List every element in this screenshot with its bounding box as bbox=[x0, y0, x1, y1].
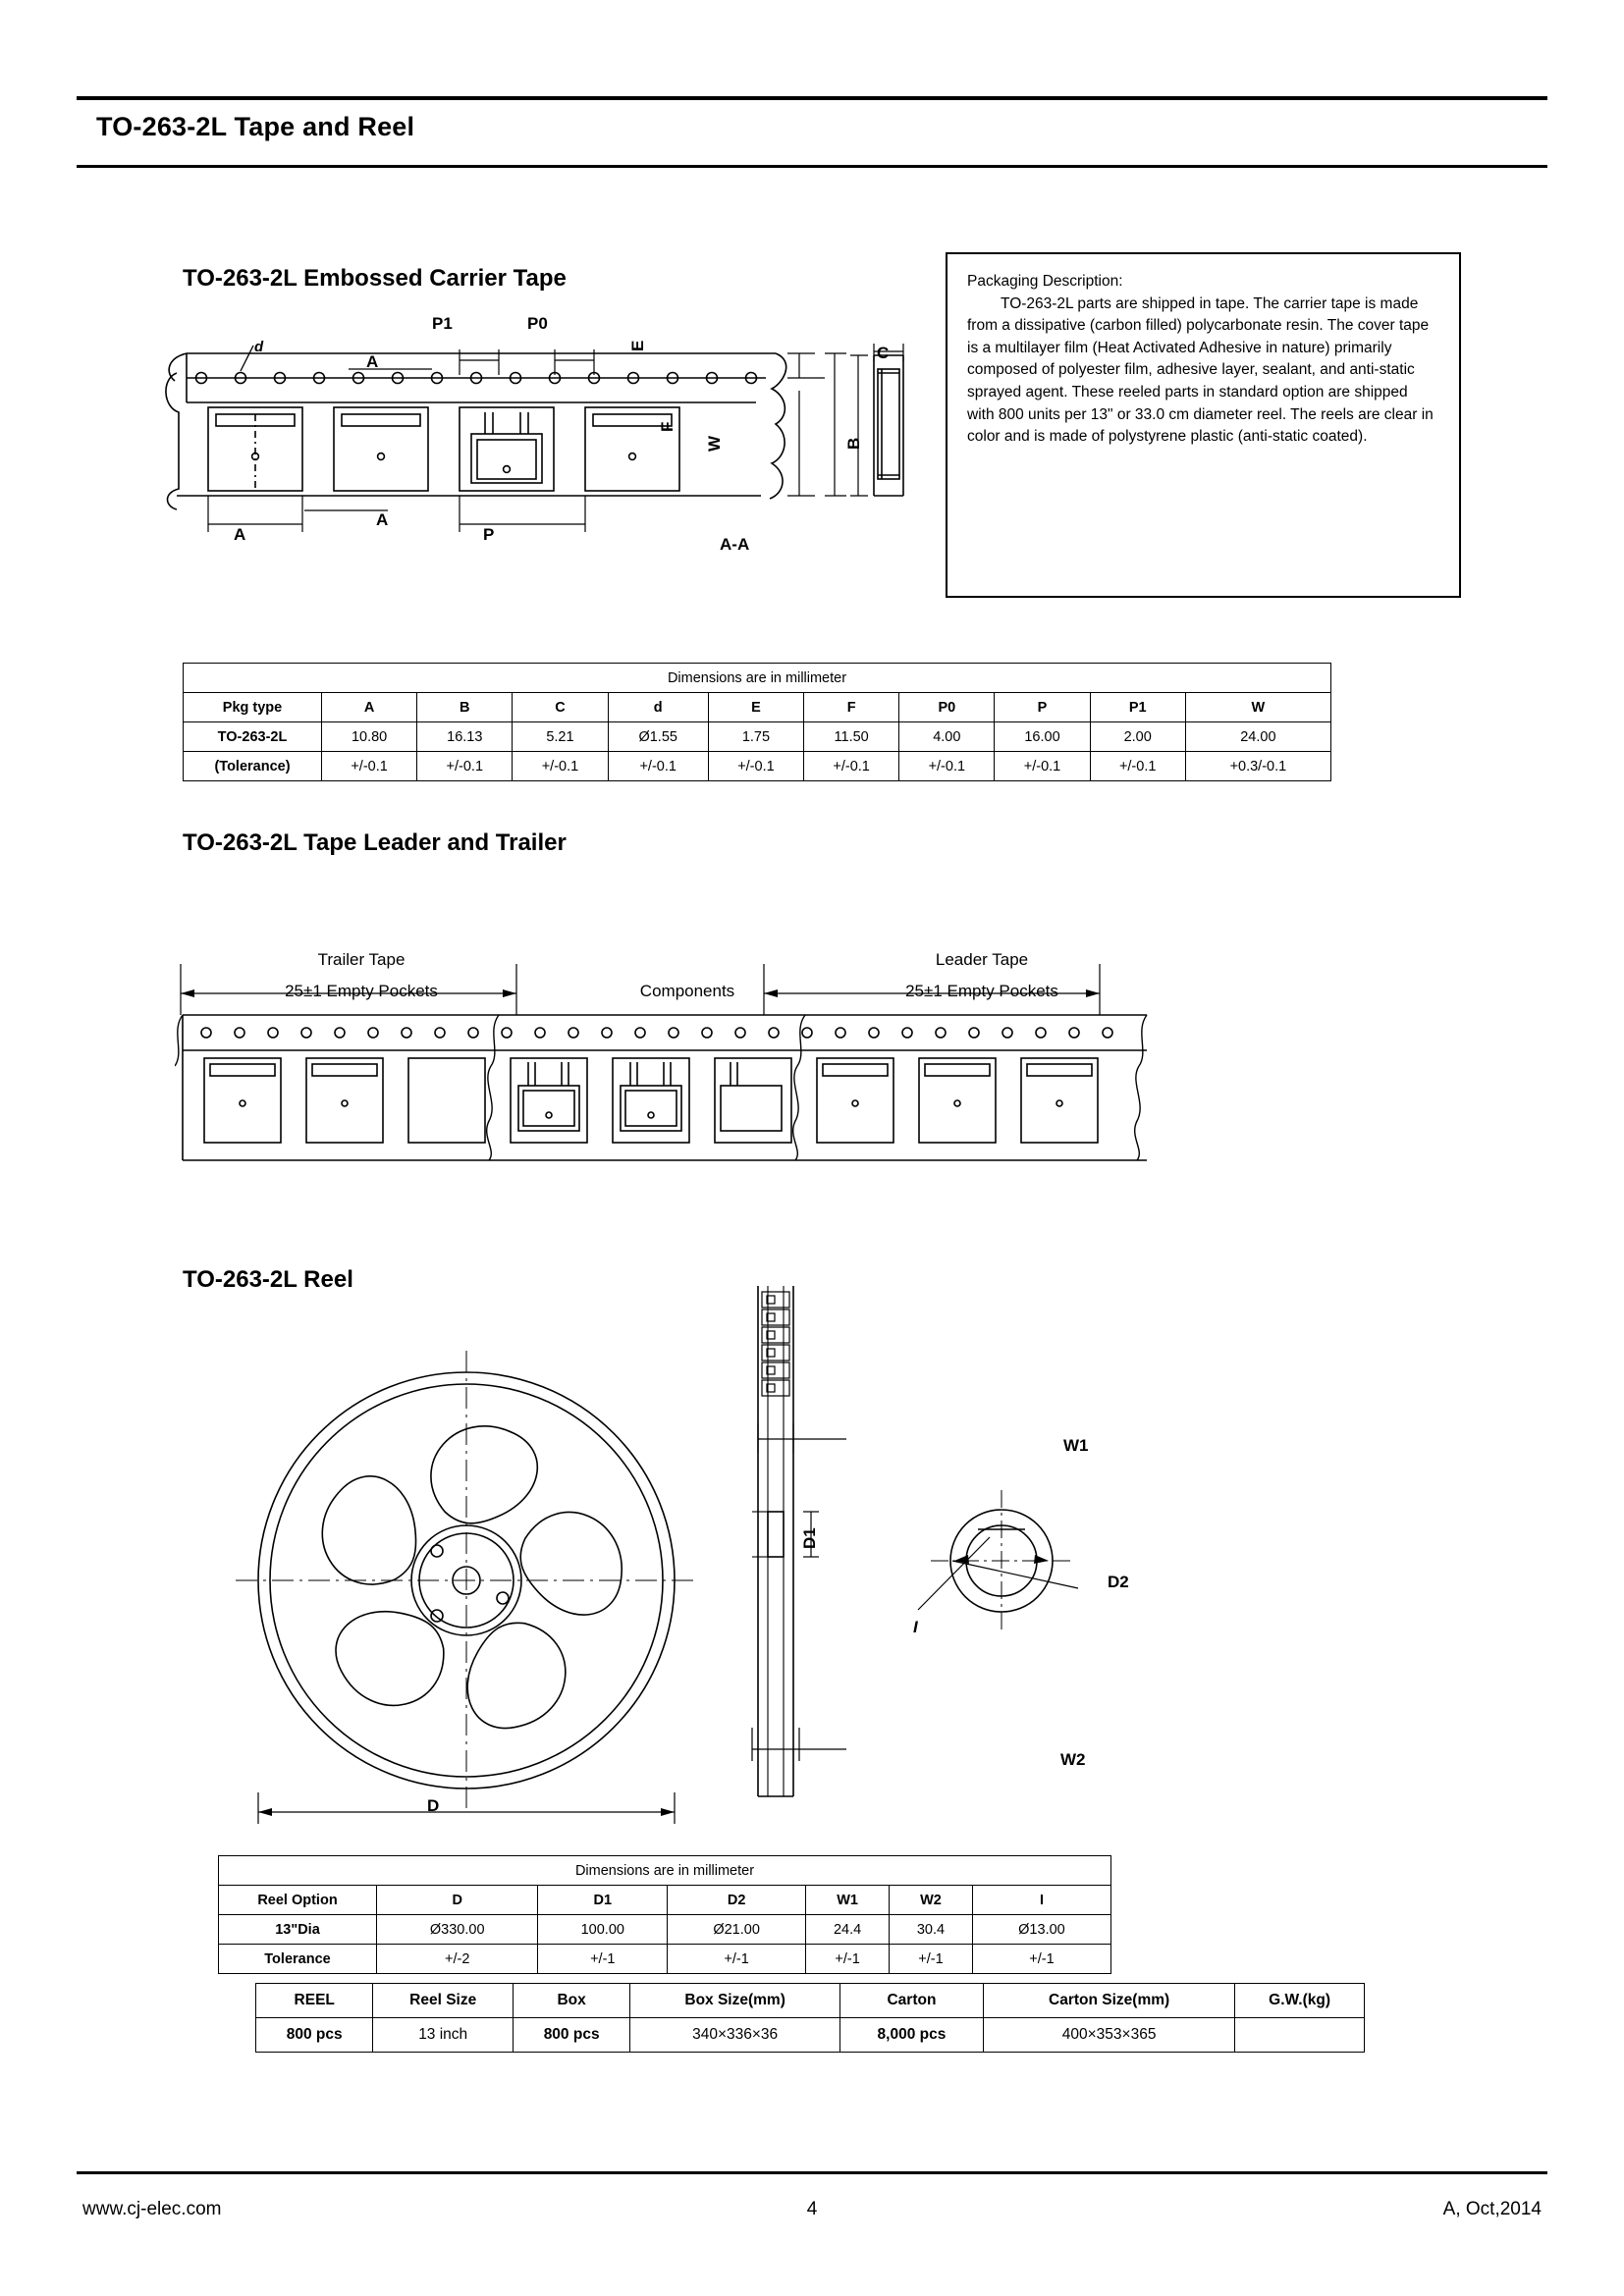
label-a-left: A bbox=[234, 525, 246, 544]
section-title-reel: TO-263-2L Reel bbox=[183, 1266, 353, 1293]
cell: 11.50 bbox=[804, 722, 899, 752]
cell: +/-0.1 bbox=[804, 752, 899, 781]
dimension-table bbox=[183, 663, 1331, 781]
col-header: B bbox=[417, 693, 513, 722]
label-w1: W1 bbox=[1063, 1436, 1089, 1455]
cell: 30.4 bbox=[890, 1915, 973, 1945]
cell: 5.21 bbox=[513, 722, 608, 752]
packing-table bbox=[255, 1983, 1365, 2053]
table-row bbox=[219, 1856, 1111, 1886]
col-header: Box bbox=[513, 1984, 629, 2018]
cell: +/-1 bbox=[890, 1945, 973, 1974]
header-rule-top bbox=[77, 96, 1547, 100]
cell: +/-1 bbox=[806, 1945, 890, 1974]
label-a-mid: A bbox=[376, 510, 389, 529]
packaging-body: TO-263-2L parts are shipped in tape. The carrier tape is made from a dissipative (carbon filled) polycarbonate resin. The cover tape is a multilayer film (Heat Activated Adhesive in nature) primarily composed of polyester film, adhesive layer, sealant, and anti-static sprayed agent. These reeled parts in standard option are shipped with 800 units per 13" or 33.0 cm diameter reel. The reels are clear in color and is made of polystyrene plastic (anti-static coated). bbox=[967, 294, 1434, 446]
cell: +/-1 bbox=[972, 1945, 1110, 1974]
label-w: W bbox=[705, 435, 724, 452]
cell: 1.75 bbox=[708, 722, 803, 752]
cell: Ø1.55 bbox=[608, 722, 708, 752]
dim-table-title: Dimensions are in millimeter bbox=[184, 664, 1331, 693]
label-e: E bbox=[628, 340, 647, 351]
footer-website: www.cj-elec.com bbox=[82, 2199, 222, 2219]
col-header: P bbox=[995, 693, 1090, 722]
cell: (Tolerance) bbox=[184, 752, 322, 781]
cell: 13 inch bbox=[373, 2018, 513, 2053]
section-title-leader-trailer: TO-263-2L Tape Leader and Trailer bbox=[183, 829, 567, 856]
label-d: D bbox=[427, 1796, 440, 1815]
table-row bbox=[184, 722, 1331, 752]
col-header: C bbox=[513, 693, 608, 722]
cell: +/-0.1 bbox=[899, 752, 995, 781]
col-header: Box Size(mm) bbox=[630, 1984, 840, 2018]
cell: 16.13 bbox=[417, 722, 513, 752]
col-header: F bbox=[804, 693, 899, 722]
components-label: Components bbox=[639, 982, 735, 1000]
col-header: W bbox=[1185, 693, 1330, 722]
cell: +/-0.1 bbox=[608, 752, 708, 781]
col-header: Pkg type bbox=[184, 693, 322, 722]
cell: 340×336×36 bbox=[630, 2018, 840, 2053]
col-header: E bbox=[708, 693, 803, 722]
reel-dimension-table bbox=[218, 1855, 1111, 1974]
packing-table-grid bbox=[255, 1983, 1365, 2053]
cell: 16.00 bbox=[995, 722, 1090, 752]
cell: +/-2 bbox=[377, 1945, 538, 1974]
cell: +/-0.1 bbox=[708, 752, 803, 781]
label-a-top: A bbox=[366, 352, 379, 371]
label-f: F bbox=[658, 421, 677, 432]
dimension-table-grid bbox=[183, 663, 1331, 781]
cell: +/-1 bbox=[668, 1945, 806, 1974]
cell: Ø13.00 bbox=[972, 1915, 1110, 1945]
cell: +/-1 bbox=[538, 1945, 668, 1974]
label-d1: D1 bbox=[800, 1527, 819, 1549]
col-header: D bbox=[377, 1886, 538, 1915]
cell: 800 pcs bbox=[513, 2018, 629, 2053]
footer-revision: A, Oct,2014 bbox=[1442, 2199, 1542, 2219]
col-header: REEL bbox=[256, 1984, 373, 2018]
cell: 100.00 bbox=[538, 1915, 668, 1945]
col-header: D2 bbox=[668, 1886, 806, 1915]
cell: 10.80 bbox=[322, 722, 417, 752]
label-d2: D2 bbox=[1108, 1573, 1129, 1591]
leader-pockets-label: 25±1 Empty Pockets bbox=[905, 982, 1058, 1000]
header-rule-bottom bbox=[77, 165, 1547, 168]
cell: TO-263-2L bbox=[184, 722, 322, 752]
label-b: B bbox=[844, 437, 863, 450]
label-c: C bbox=[877, 344, 890, 362]
col-header: W2 bbox=[890, 1886, 973, 1915]
col-header: D1 bbox=[538, 1886, 668, 1915]
cell: Ø330.00 bbox=[377, 1915, 538, 1945]
col-header: W1 bbox=[806, 1886, 890, 1915]
col-header: P1 bbox=[1090, 693, 1185, 722]
col-header: G.W.(kg) bbox=[1235, 1984, 1365, 2018]
cell: +/-0.1 bbox=[417, 752, 513, 781]
table-row bbox=[219, 1945, 1111, 1974]
table-header-row bbox=[219, 1886, 1111, 1915]
col-header: Reel Size bbox=[373, 1984, 513, 2018]
cell: Tolerance bbox=[219, 1945, 377, 1974]
label-p0: P0 bbox=[527, 314, 548, 333]
label-i: I bbox=[913, 1618, 918, 1636]
cell: 2.00 bbox=[1090, 722, 1185, 752]
col-header: Carton bbox=[839, 1984, 983, 2018]
col-header: Carton Size(mm) bbox=[984, 1984, 1235, 2018]
col-header: d bbox=[608, 693, 708, 722]
reel-table-grid bbox=[218, 1855, 1111, 1974]
footer-page-number: 4 bbox=[806, 2199, 818, 2219]
packaging-description-box bbox=[946, 252, 1461, 598]
col-header: A bbox=[322, 693, 417, 722]
cell: 24.4 bbox=[806, 1915, 890, 1945]
trailer-tape-label: Trailer Tape bbox=[317, 950, 406, 969]
footer-rule bbox=[77, 2171, 1547, 2174]
col-header: Reel Option bbox=[219, 1886, 377, 1915]
table-row bbox=[184, 664, 1331, 693]
section-title-carrier-tape: TO-263-2L Embossed Carrier Tape bbox=[183, 265, 567, 292]
table-row bbox=[219, 1915, 1111, 1945]
cell: Ø21.00 bbox=[668, 1915, 806, 1945]
cell: +/-0.1 bbox=[513, 752, 608, 781]
cell: 8,000 pcs bbox=[839, 2018, 983, 2053]
cell: 4.00 bbox=[899, 722, 995, 752]
cell: +0.3/-0.1 bbox=[1185, 752, 1330, 781]
cell: +/-0.1 bbox=[995, 752, 1090, 781]
cell: 800 pcs bbox=[256, 2018, 373, 2053]
table-header-row bbox=[256, 1984, 1365, 2018]
col-header: P0 bbox=[899, 693, 995, 722]
cell: +/-0.1 bbox=[1090, 752, 1185, 781]
page-title: TO-263-2L Tape and Reel bbox=[96, 112, 415, 141]
cell bbox=[1235, 2018, 1365, 2053]
leader-tape-label: Leader Tape bbox=[935, 950, 1029, 969]
reel-table-title: Dimensions are in millimeter bbox=[219, 1856, 1111, 1886]
table-row bbox=[256, 2018, 1365, 2053]
table-row bbox=[184, 752, 1331, 781]
cell: 24.00 bbox=[1185, 722, 1330, 752]
embossed-carrier-tape-drawing bbox=[147, 314, 933, 579]
label-section-aa: A-A bbox=[720, 535, 750, 554]
label-p: P bbox=[483, 525, 495, 544]
label-p1: P1 bbox=[432, 314, 453, 333]
trailer-pockets-label: 25±1 Empty Pockets bbox=[285, 982, 438, 1000]
cell: 13"Dia bbox=[219, 1915, 377, 1945]
cell: 400×353×365 bbox=[984, 2018, 1235, 2053]
label-w2: W2 bbox=[1060, 1750, 1086, 1769]
col-header: I bbox=[972, 1886, 1110, 1915]
cell: +/-0.1 bbox=[322, 752, 417, 781]
table-header-row bbox=[184, 693, 1331, 722]
label-d: d bbox=[254, 339, 264, 355]
packaging-heading: Packaging Description: bbox=[967, 273, 1123, 290]
